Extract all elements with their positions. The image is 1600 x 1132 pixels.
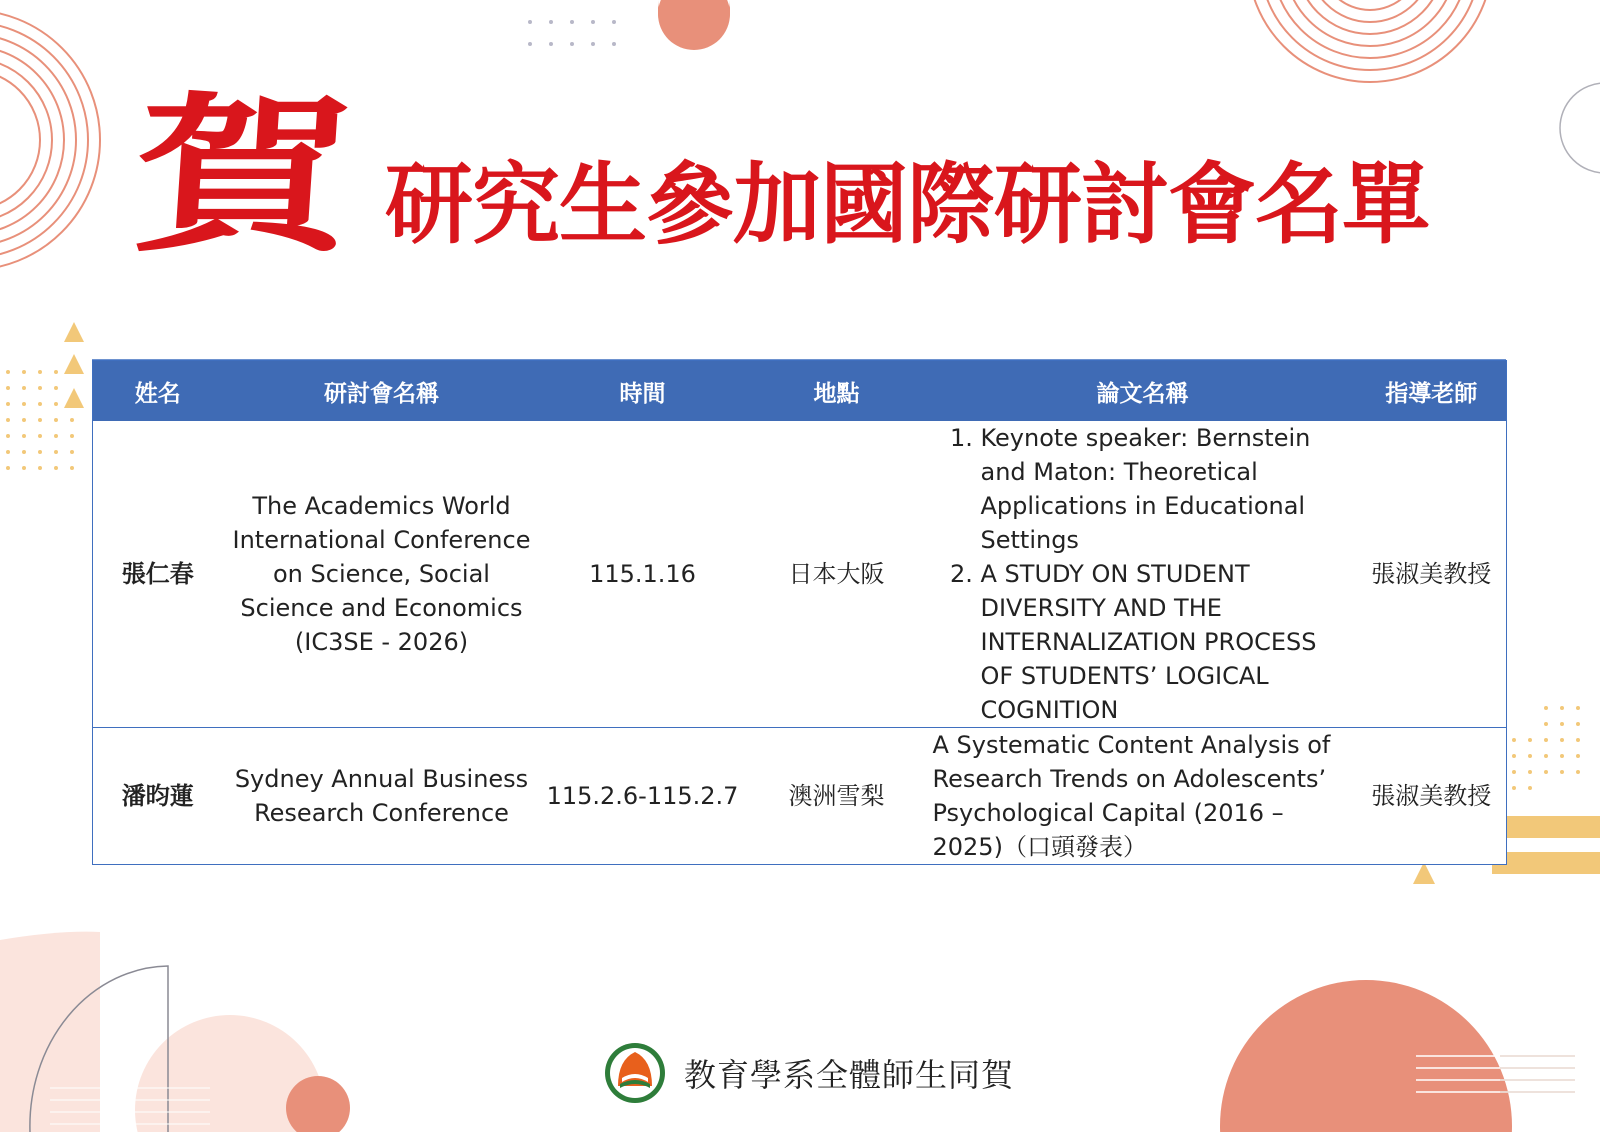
- table-row: [93, 728, 1507, 865]
- paper-title: 2. A STUDY ON STUDENT DIVERSITY AND THE INTERNALIZATION PROCESS OF STUDENTS’ LOGICAL COGNITION: [981, 557, 1353, 727]
- table-row: [93, 421, 1507, 728]
- student-name: 張仁春: [93, 421, 223, 728]
- conference-location: 日本大阪: [745, 421, 929, 728]
- header-conference: 研討會名稱: [223, 361, 541, 422]
- header-advisor: 指導老師: [1357, 361, 1507, 422]
- footer: [604, 1040, 1014, 1106]
- paper-title: A Systematic Content Analysis of Research Trends on Adolescents’ Psychological Capital (2016 – 2025)（口頭發表）: [932, 731, 1331, 861]
- conference-name: Sydney Annual Business Research Conference: [234, 765, 529, 827]
- student-name: 潘昀蓮: [121, 782, 194, 810]
- footer-text: 教育學系全體師生同賀: [684, 1056, 1015, 1094]
- header-name: 姓名: [93, 361, 223, 422]
- conference-name: The Academics World International Conference on Science, Social Science and Economics (IC3SE - 2026): [223, 421, 541, 728]
- department-logo-icon: [604, 1042, 666, 1104]
- participant-table: [92, 360, 1507, 865]
- conference-date: 115.1.16: [541, 421, 745, 728]
- paper-titles: [929, 421, 1357, 728]
- page-title: 研究生參加國際研討會名單: [385, 153, 1430, 256]
- header-paper: 論文名稱: [929, 361, 1357, 422]
- table-header-row: [93, 361, 1507, 422]
- congratulations-character: 賀: [127, 78, 359, 276]
- conference-date: 115.2.6-115.2.7: [546, 782, 739, 810]
- paper-list: [933, 421, 1353, 727]
- advisor-name: 張淑美教授: [1371, 782, 1492, 810]
- paper-title: 1. Keynote speaker: Bernstein and Maton: Theoretical Applications in Educational Settings: [981, 421, 1353, 557]
- paper-titles: [929, 728, 1357, 865]
- conference-location: 澳洲雪梨: [788, 782, 885, 810]
- header-date: 時間: [541, 361, 745, 422]
- header-location: 地點: [745, 361, 929, 422]
- advisor-name: 張淑美教授: [1357, 421, 1507, 728]
